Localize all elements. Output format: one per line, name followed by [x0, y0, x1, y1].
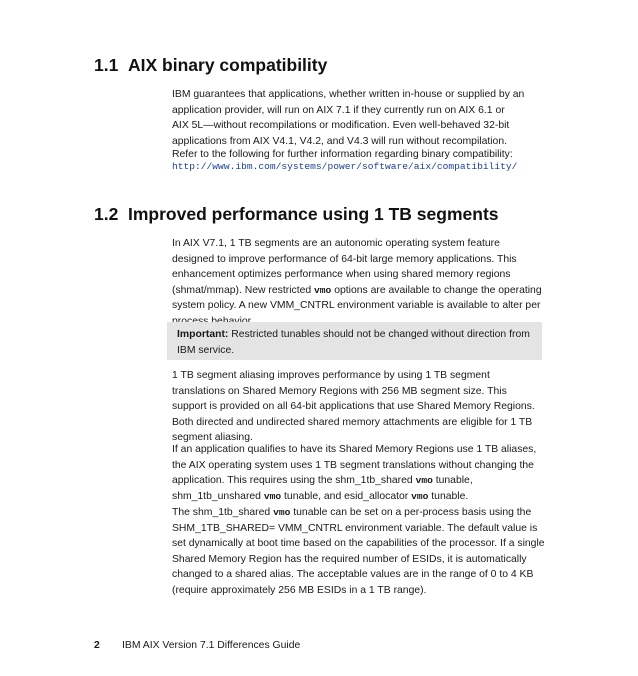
text-line: application provider, will run on AIX 7.1 if they currently run on AIX 6.1 or — [172, 104, 505, 116]
section-heading-1-2 — [94, 204, 499, 225]
text-line: (require approximately 256 MB ESIDs in a 1 TB range). — [172, 584, 427, 596]
text-line: IBM guarantees that applications, whether written in-house or supplied by an — [172, 89, 525, 100]
text-line: AIX 5L—without recompilations or modification. Even well-behaved 32-bit — [172, 120, 510, 132]
paragraph-qualifies — [172, 442, 547, 504]
section-title: Improved performance using 1 TB segments — [128, 204, 499, 224]
text-line: In AIX V7.1, 1 TB segments are an autonomic operating system feature — [172, 238, 500, 249]
section-number: 1.2 — [94, 204, 119, 224]
important-note-box — [167, 322, 542, 360]
text-line: Both directed and undirected shared memory attachments are eligible for 1 TB — [172, 416, 533, 428]
text-run: tunable, — [432, 475, 473, 487]
text-line: If an application qualifies to have its Shared Memory Regions use 1 TB aliases, — [172, 444, 537, 455]
text-run: Restricted tunables should not be changed without direction from — [228, 329, 530, 340]
section-title: AIX binary compatibility — [128, 55, 328, 75]
section-heading-1-1 — [94, 55, 327, 76]
code-vmo: vmo — [314, 284, 332, 296]
paragraph-aliasing — [172, 368, 547, 446]
code-vmo: vmo — [263, 490, 282, 502]
text-run: The shm_1tb_shared — [172, 507, 274, 518]
paragraph-shm-1tb-shared — [172, 505, 547, 599]
text-line: the AIX operating system uses 1 TB segment translations without changing the — [172, 459, 534, 471]
paragraph-binary-compat — [172, 87, 547, 149]
text-run: options are available to change the operating — [331, 284, 542, 296]
page-footer — [94, 640, 300, 651]
book-title: IBM AIX Version 7.1 Differences Guide — [122, 640, 301, 651]
text-line: IBM service. — [177, 344, 235, 356]
compatibility-link[interactable]: http://www.ibm.com/systems/power/software/aix/compatibility/ — [172, 161, 518, 172]
text-run: application. This requires using the shm_1tb_shared — [172, 475, 416, 487]
text-line — [172, 283, 547, 299]
text-line: Refer to the following for further information regarding binary compatibility: — [172, 149, 513, 160]
text-run: tunable can be set on a per-process basis using the — [290, 507, 532, 518]
text-line: translations on Shared Memory Regions with 256 MB segment size. This — [172, 385, 507, 397]
code-vmo: vmo — [273, 507, 291, 518]
text-run: tunable. — [428, 490, 469, 502]
important-label: Important: — [177, 329, 229, 340]
paragraph-1tb-intro — [172, 236, 547, 330]
text-line — [172, 505, 547, 521]
code-vmo: vmo — [415, 475, 433, 487]
text-line: Shared Memory Region has the required number of ESIDs, it is automatically — [172, 553, 527, 565]
text-line — [177, 327, 537, 343]
section-number: 1.1 — [94, 55, 119, 75]
text-line: system policy. A new VMM_CNTRL environment variable is available to alter per — [172, 300, 541, 312]
text-line: segment aliasing. — [172, 432, 253, 444]
text-line: set dynamically at boot time based on the capabilities of the processor. If a single — [172, 538, 545, 550]
text-line: applications from AIX V4.1, V4.2, and V4.3 will run without recompilation. — [172, 135, 507, 147]
text-run: tunable, and esid_allocator — [281, 490, 412, 502]
text-run: shm_1tb_unshared — [172, 490, 264, 502]
text-line: changed to a shared alias. The acceptable values are in the range of 0 to 4 KB — [172, 569, 534, 581]
text-run: (shmat/mmap). New restricted — [172, 284, 315, 296]
text-line: enhancement optimizes performance when using shared memory regions — [172, 269, 511, 281]
code-vmo: vmo — [411, 490, 429, 502]
text-line — [172, 473, 547, 489]
text-line — [172, 489, 547, 505]
text-line: SHM_1TB_SHARED= VMM_CNTRL environment variable. The default value is — [172, 522, 538, 534]
text-line: 1 TB segment aliasing improves performance by using 1 TB segment — [172, 370, 490, 381]
page-number: 2 — [94, 640, 100, 651]
text-line: designed to improve performance of 64-bit large memory applications. This — [172, 253, 517, 265]
text-line: support is provided on all 64-bit applications that use Shared Memory Regions. — [172, 401, 535, 413]
